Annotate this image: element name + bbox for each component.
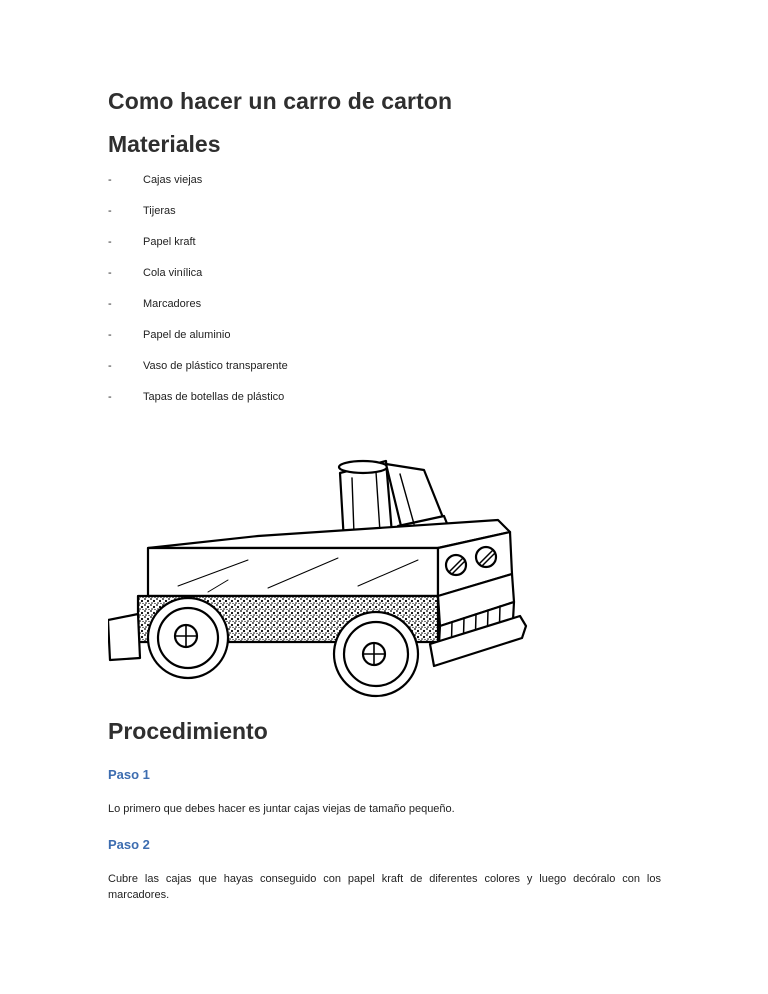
list-dash: -: [108, 360, 112, 372]
document-title: Como hacer un carro de carton: [108, 88, 453, 114]
list-item-text: Papel kraft: [143, 236, 196, 248]
step-1-text: Lo primero que debes hacer es juntar cajas viejas de tamaño pequeño.: [108, 803, 455, 815]
list-dash: -: [108, 236, 112, 248]
step-2-text: Cubre las cajas que hayas conseguido con papel kraft de diferentes colores y luego decóralo con los marcadores.: [108, 873, 661, 901]
step-2-heading: Paso 2: [108, 837, 150, 852]
list-item-text: Cajas viejas: [143, 174, 203, 186]
list-dash: -: [108, 267, 112, 279]
cardboard-car-illustration: [108, 448, 528, 698]
list-dash: -: [108, 174, 112, 186]
list-item-text: Vaso de plástico transparente: [143, 360, 288, 372]
list-dash: -: [108, 391, 112, 403]
list-dash: -: [108, 298, 112, 310]
step-1-heading: Paso 1: [108, 767, 150, 782]
procedure-heading: Procedimiento: [108, 718, 268, 744]
materials-heading: Materiales: [108, 131, 221, 157]
list-item-text: Tapas de botellas de plástico: [143, 391, 285, 403]
list-item-text: Papel de aluminio: [143, 329, 231, 341]
rear-bumper: [108, 614, 140, 660]
list-item-text: Cola vinílica: [143, 267, 203, 279]
wheel-front: [334, 612, 418, 696]
list-dash: -: [108, 329, 112, 341]
wheel-rear: [148, 598, 228, 678]
list-dash: -: [108, 205, 112, 217]
box-side: [148, 548, 438, 596]
list-item-text: Tijeras: [143, 205, 176, 217]
list-item-text: Marcadores: [143, 298, 202, 310]
